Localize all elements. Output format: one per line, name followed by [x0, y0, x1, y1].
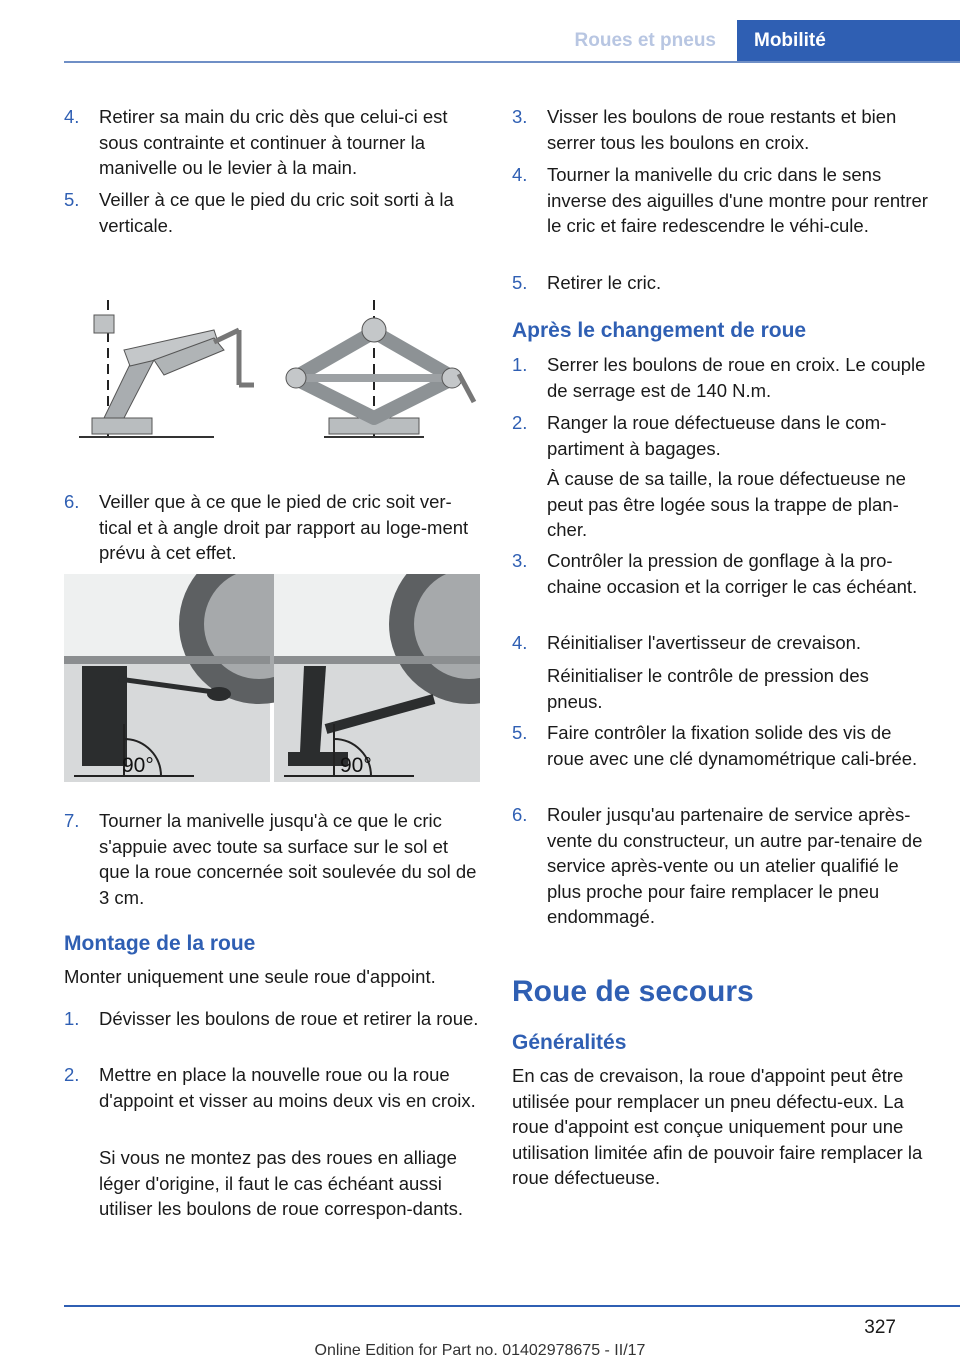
angle-label-right: 90° — [340, 754, 372, 777]
step-text: Tourner la manivelle du cric dans le sens inverse des aiguilles d'une montre pour rentrer le cric et faire redescendre le véhi‐cule. — [547, 164, 928, 237]
after-step-2 — [512, 410, 928, 461]
after-note-4: Réinitialiser le contrôle de pression des pneus. — [547, 665, 869, 712]
jack-photo-svg — [64, 574, 480, 782]
step-text: Tourner la manivelle jusqu'à ce que le cric s'appuie avec toute sa surface sur le sol et que la roue concernée soit soulevée du sol de 3 cm. — [99, 810, 477, 908]
jack-diagram-figure — [64, 290, 480, 450]
step-4 — [64, 104, 480, 181]
step-number: 5. — [64, 189, 80, 210]
after-step-3 — [512, 548, 928, 599]
step-6 — [64, 489, 480, 566]
after-note-2: À cause de sa taille, la roue défectueuse ne peut pas être logée sous la trappe de plan‐cher. — [547, 468, 906, 541]
montage-intro-text: Monter uniquement une seule roue d'appoint. — [64, 966, 436, 987]
header-rule — [64, 61, 960, 63]
after-step-5 — [512, 720, 928, 771]
step-text: Mettre en place la nouvelle roue ou la roue d'appoint et visser au moins deux vis en croix. — [99, 1064, 476, 1111]
after-step-4 — [512, 630, 928, 656]
step-number: 2. — [64, 1064, 80, 1085]
header-chapter-tab: Mobilité — [737, 20, 960, 63]
step-number: 4. — [64, 106, 80, 127]
jack-diagram-svg — [64, 290, 480, 450]
step-number: 1. — [64, 1008, 80, 1029]
step-number: 3. — [512, 106, 528, 127]
section-heading-general: Généralités — [512, 1031, 627, 1054]
after-step-1 — [512, 352, 928, 403]
montage-step-2 — [64, 1062, 480, 1113]
step-text: Contrôler la pression de gonflage à la pro‐chaine occasion et la corriger le cas échéant. — [547, 550, 918, 597]
step-text: Faire contrôler la fixation solide des vis de roue avec une clé dynamométrique cali‐brée. — [547, 722, 918, 769]
step-number: 7. — [64, 810, 80, 831]
montage-note: Si vous ne montez pas des roues en alliage léger d'origine, il faut le cas échéant aussi utiliser les boulons de roue correspon‐dants. — [99, 1147, 464, 1220]
after-step-6 — [512, 802, 928, 930]
step-text: Retirer sa main du cric dès que celui-ci est sous contrainte et continuer à tourner la manivelle ou le levier à la main. — [99, 106, 448, 179]
step-number: 3. — [512, 550, 528, 571]
header-section-title: Roues et pneus — [574, 30, 716, 51]
section-heading-montage: Montage de la roue — [64, 932, 256, 955]
general-text: En cas de crevaison, la roue d'appoint peut être utilisée pour remplacer un pneu défectu‐eux. La roue d'appoint est conçue uniquement pour une utilisation limitée afin de pouvoir faire remplacer la roue défectueuse. — [512, 1065, 923, 1189]
step-5 — [64, 187, 480, 238]
step-text: Serrer les boulons de roue en croix. Le couple de serrage est de 140 N.m. — [547, 354, 926, 401]
step-text: Réinitialiser l'avertisseur de crevaison. — [547, 632, 862, 653]
angle-label-left: 90° — [122, 754, 154, 777]
step-text: Veiller à ce que le pied du cric soit sorti à la verticale. — [99, 189, 454, 236]
step-text: Rouler jusqu'au partenaire de service après-vente du constructeur, un autre par‐tenaire de service après-vente ou un atelier qualifié le plus proche pour faire remplacer le pneu endommagé. — [547, 804, 923, 928]
step-number: 2. — [512, 412, 528, 433]
footer-rule — [64, 1305, 960, 1307]
step-text: Veiller que à ce que le pied de cric soit ver‐tical et à angle droit par rapport au loge‐ment prévu à cet effet. — [99, 491, 469, 564]
step-number: 4. — [512, 164, 528, 185]
step-number: 1. — [512, 354, 528, 375]
step-number: 5. — [512, 272, 528, 293]
jack-photo-figure — [64, 574, 480, 782]
step-number: 5. — [512, 722, 528, 743]
page-number: 327 — [864, 1317, 896, 1338]
step-text: Visser les boulons de roue restants et bien serrer tous les boulons en croix. — [547, 106, 897, 153]
right-step-5 — [512, 270, 928, 296]
step-text: Dévisser les boulons de roue et retirer la roue. — [99, 1008, 479, 1029]
step-number: 6. — [512, 804, 528, 825]
step-7 — [64, 808, 480, 910]
montage-step-1 — [64, 1006, 480, 1032]
right-step-3 — [512, 104, 928, 155]
step-text: Retirer le cric. — [547, 272, 662, 293]
right-step-4 — [512, 162, 928, 239]
section-heading-after-change: Après le changement de roue — [512, 319, 807, 342]
step-number: 4. — [512, 632, 528, 653]
edition-footer: Online Edition for Part no. 01402978675 - II/17 — [314, 1342, 646, 1359]
chapter-heading-spare-wheel: Roue de secours — [512, 975, 754, 1008]
step-number: 6. — [64, 491, 80, 512]
step-text: Ranger la roue défectueuse dans le com‐partiment à bagages. — [547, 412, 887, 459]
